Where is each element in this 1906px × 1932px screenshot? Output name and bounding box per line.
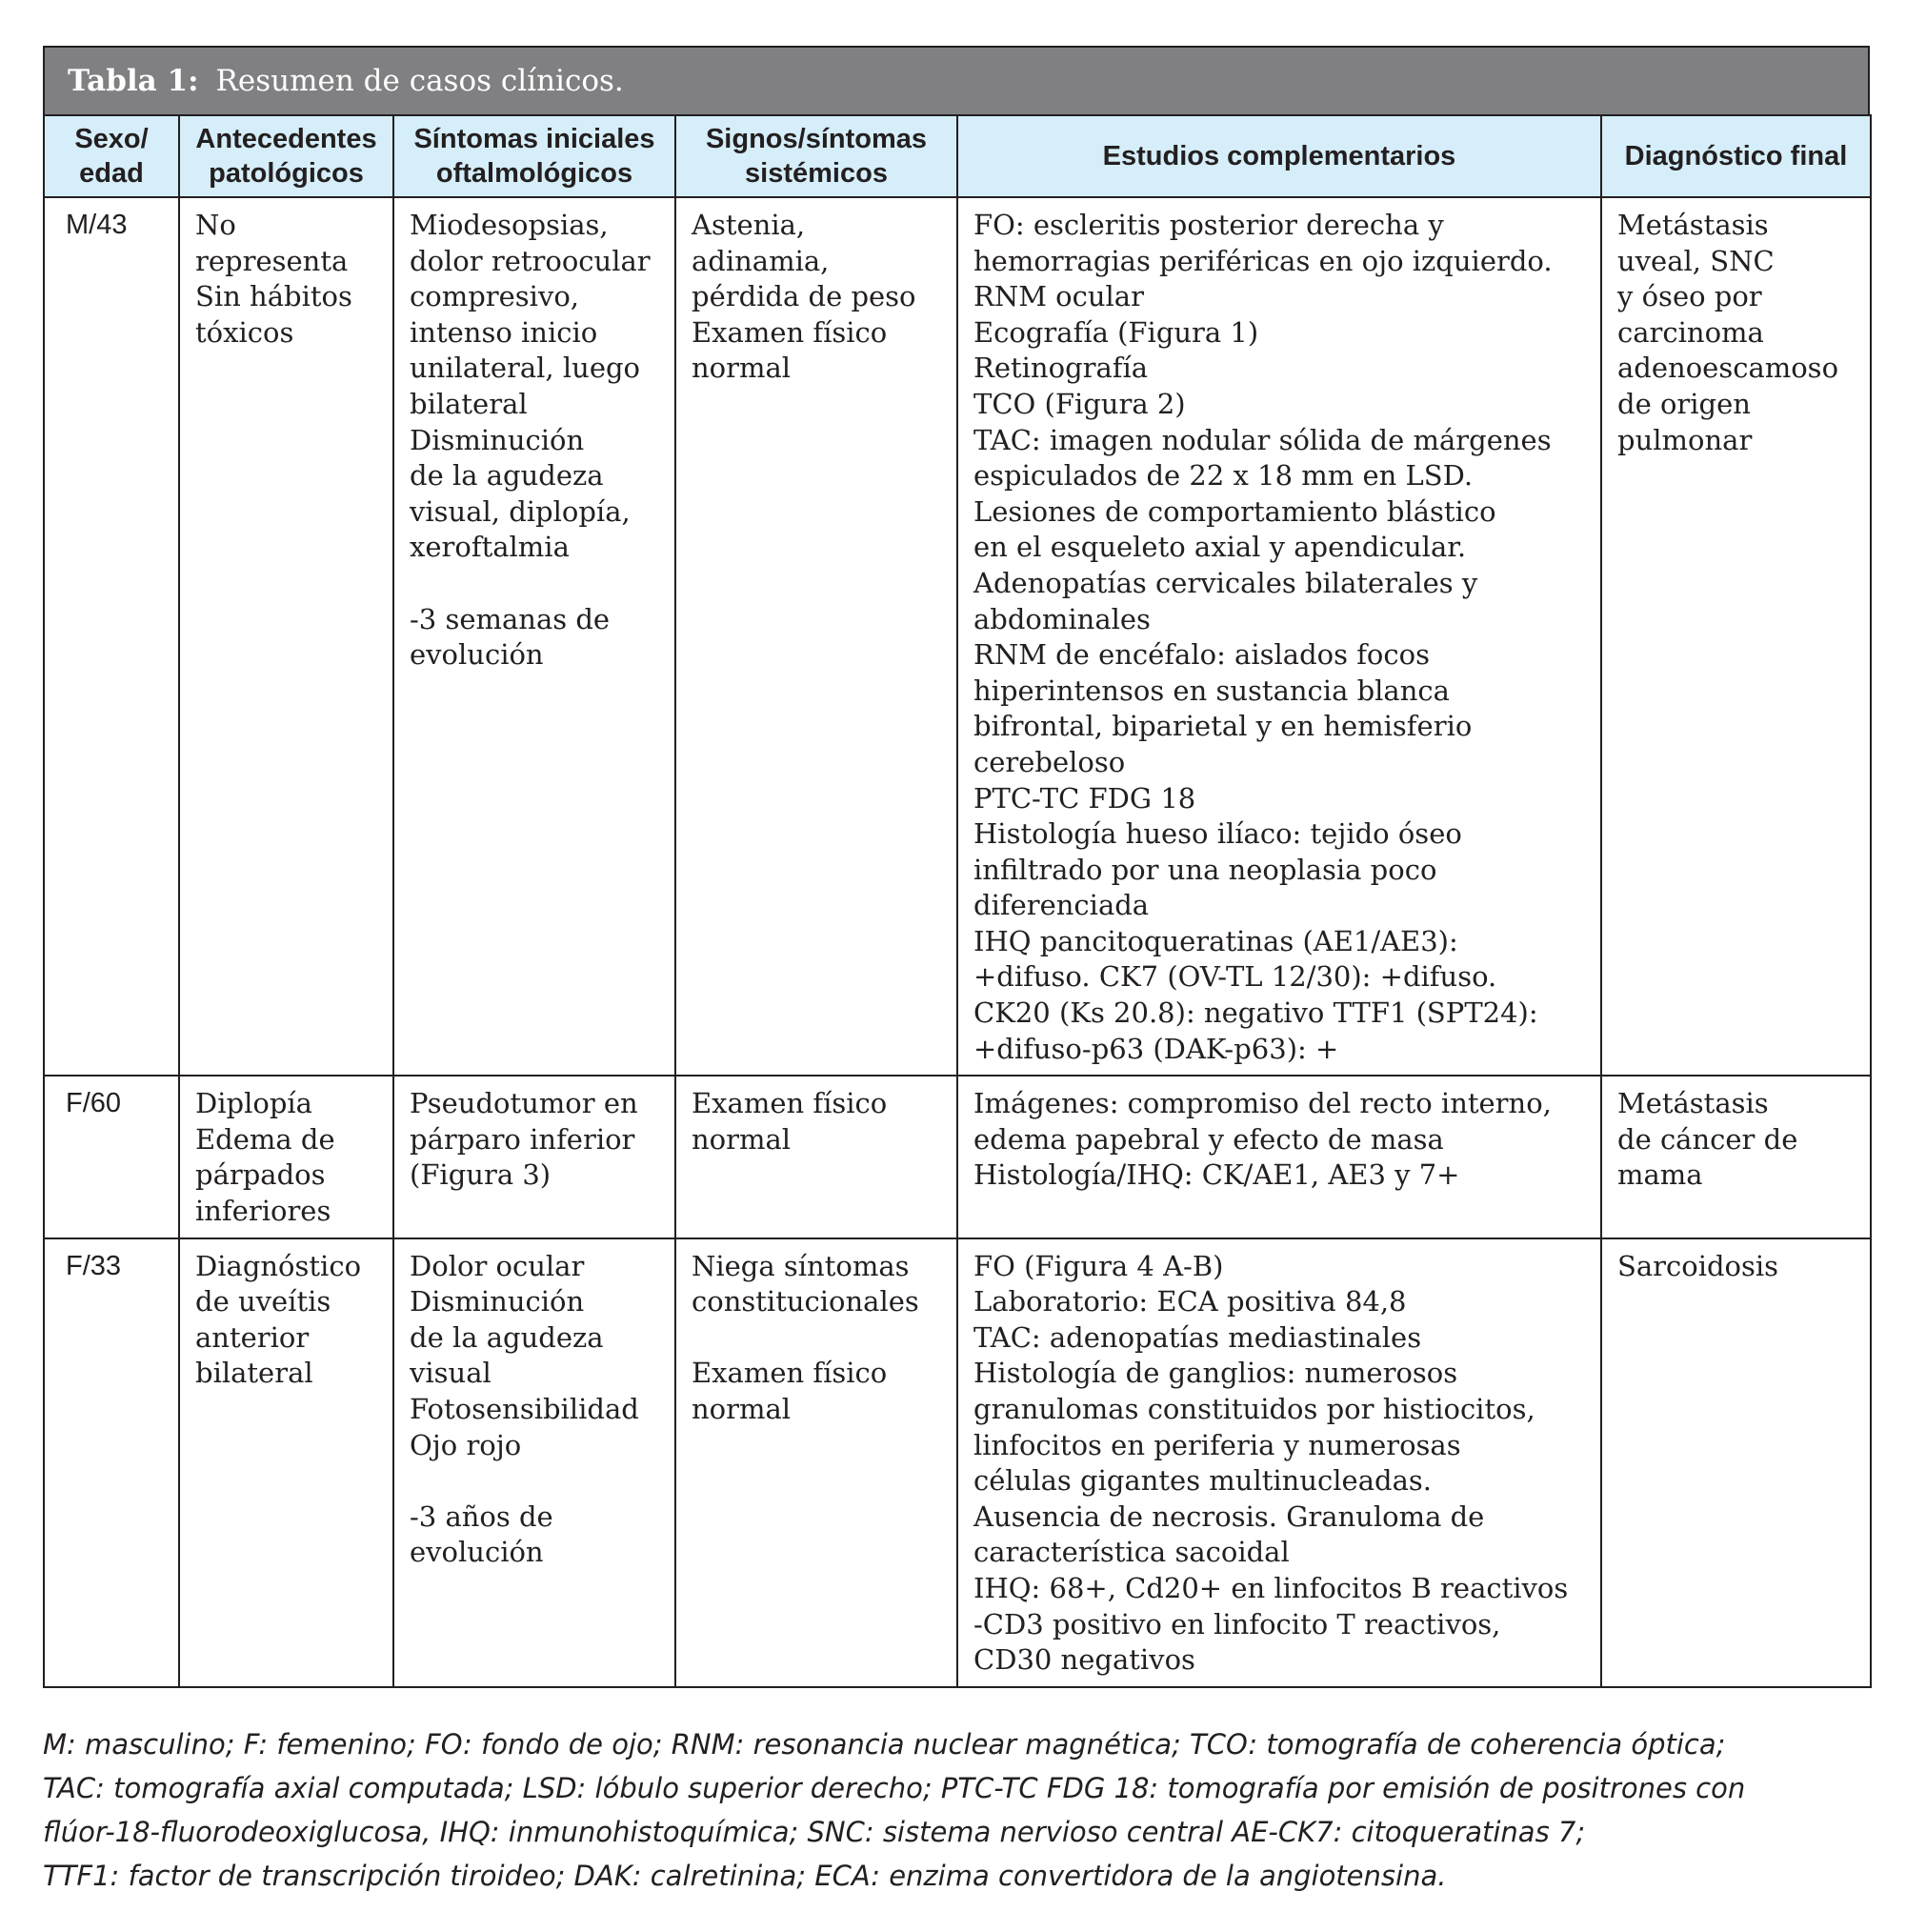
cell-diagnostico (1601, 1076, 1871, 1238)
cell-line: No (195, 209, 236, 241)
cell-line: Examen físico (692, 1087, 888, 1120)
cell-line: Histología/IHQ: CK/AE1, AE3 y 7+ (973, 1158, 1460, 1192)
cell-line: evolución (410, 638, 544, 672)
cell-line: Niega síntomas (692, 1249, 910, 1282)
cell-signos (675, 197, 957, 1076)
header-sintomas (393, 115, 675, 197)
cell-line: espiculados de 22 x 18 mm en LSD. (973, 459, 1474, 493)
cell-line: Astenia, (692, 209, 806, 241)
cell-line: hiperintensos en sustancia blanca (973, 674, 1450, 707)
cell-line: linfocitos en periferia y numerosas (973, 1428, 1461, 1461)
header-estudios (957, 115, 1601, 197)
cell-line: Metástasis (1617, 1087, 1769, 1120)
cell-line: (Figura 3) (410, 1158, 552, 1192)
cell-line: mama (1617, 1158, 1703, 1192)
cell-line: Metástasis (1617, 209, 1769, 241)
header-row (44, 115, 1871, 197)
cell-line: F/33 (66, 1250, 122, 1281)
footnote-line: TTF1: factor de transcripción tiroideo; DAK: calretinina; ECA: enzima convertidora de la angiotensina. (43, 1860, 1447, 1892)
cell-line: Fotosensibilidad (410, 1393, 639, 1425)
cell-line: células gigantes multinucleadas. (973, 1464, 1432, 1498)
cell-line: Ausencia de necrosis. Granuloma de (973, 1499, 1485, 1533)
cell-line: FO: escleritis posterior derecha y (973, 209, 1444, 241)
cell-line: párpados (195, 1158, 326, 1192)
cell-line: pulmonar (1617, 423, 1753, 456)
cell-line: Miodesopsias, (410, 209, 609, 241)
table-title-text: Resumen de casos clínicos. (215, 64, 624, 98)
header-diagnostico (1601, 115, 1871, 197)
cell-line: intenso inicio (410, 315, 598, 349)
header-antecedentes (179, 115, 393, 197)
cell-line: granulomas constituidos por histiocitos, (973, 1393, 1535, 1425)
header-sexo-edad (44, 115, 179, 197)
cell-line: característica sacoidal (973, 1536, 1290, 1569)
cell-line: uveal, SNC (1617, 244, 1775, 277)
cell-sintomas (393, 1076, 675, 1238)
cell-line: representa (195, 244, 349, 277)
cell-line: Diagnóstico (195, 1249, 362, 1282)
cell-line: TAC: adenopatías mediastinales (973, 1320, 1422, 1354)
cell-antecedentes (179, 1076, 393, 1238)
header-line: Antecedentes (195, 124, 377, 154)
cell-signos (675, 1076, 957, 1238)
cell-line: adinamia, (692, 244, 830, 277)
cell-line: Disminución (410, 423, 585, 456)
footnote-line: M: masculino; F: femenino; FO: fondo de ojo; RNM: resonancia nuclear magnética; TCO: tomografía de coherencia óptica; (43, 1728, 1726, 1761)
cell-line: -3 semanas de (410, 602, 611, 635)
cell-line: Lesiones de comportamiento blástico (973, 494, 1496, 528)
cell-line: en el esqueleto axial y apendicular. (973, 531, 1467, 564)
cell-line: infiltrado por una neoplasia poco (973, 853, 1437, 886)
cell-line: diferenciada (973, 889, 1150, 922)
table-row (44, 1076, 1871, 1238)
table-title-label: Tabla 1: (68, 64, 199, 98)
header-line: Estudios complementarios (1102, 141, 1456, 171)
cell-line: de uveítis (195, 1285, 331, 1318)
cell-line: y óseo por (1617, 280, 1762, 313)
header-line: Diagnóstico final (1624, 141, 1848, 171)
cell-line: Imágenes: compromiso del recto interno, (973, 1087, 1552, 1120)
cell-line: TAC: imagen nodular sólida de márgenes (973, 423, 1552, 456)
cases-table (43, 114, 1872, 1688)
cell-line: de la agudeza (410, 1320, 604, 1354)
cell-line: constitucionales (692, 1285, 919, 1318)
cell-line: Histología hueso ilíaco: tejido óseo (973, 817, 1462, 851)
cell-estudios (957, 1076, 1601, 1238)
cell-line: Ojo rojo (410, 1428, 522, 1461)
header-line: oftalmológicos (435, 158, 633, 189)
header-line: edad (79, 158, 144, 189)
cell-line: unilateral, luego (410, 352, 641, 385)
footnote-line: flúor-18-fluorodeoxiglucosa, IHQ: inmunohistoquímica; SNC: sistema nervioso central AE-CK7: citoqueratinas 7; (43, 1816, 1586, 1848)
cell-line: pérdida de peso (692, 280, 916, 313)
cell-diagnostico (1601, 197, 1871, 1076)
cell-line: normal (692, 1393, 792, 1425)
cell-sexo-edad (44, 197, 179, 1076)
cell-line: bifrontal, biparietal y en hemisferio (973, 710, 1473, 743)
cell-line: Dolor ocular (410, 1249, 585, 1282)
cell-line: +difuso. CK7 (OV-TL 12/30): +difuso. (973, 960, 1497, 994)
cell-sintomas (393, 197, 675, 1076)
table-footnote (43, 1722, 1870, 1898)
cell-line: -3 años de (410, 1499, 553, 1533)
cell-line: FO (Figura 4 A-B) (973, 1249, 1224, 1282)
header-line: Sexo/ (74, 124, 149, 154)
cell-line: M/43 (66, 210, 128, 240)
cell-line: Examen físico (692, 1357, 888, 1390)
cell-line: párparo inferior (410, 1122, 635, 1156)
header-signos (675, 115, 957, 197)
cell-line: Retinografía (973, 352, 1149, 385)
cell-line: CK20 (Ks 20.8): negativo TTF1 (SPT24): (973, 996, 1538, 1030)
cell-line: carcinoma (1617, 315, 1764, 349)
cell-line: bilateral (195, 1357, 313, 1390)
header-line: Síntomas iniciales (413, 124, 655, 154)
cell-line: anterior (195, 1320, 310, 1354)
cell-diagnostico (1601, 1238, 1871, 1687)
cell-line: adenoescamoso (1617, 352, 1839, 385)
cell-signos (675, 1238, 957, 1687)
cell-line (410, 566, 661, 602)
cell-line: xeroftalmia (410, 531, 570, 564)
cell-sintomas (393, 1238, 675, 1687)
cell-line: Ecografía (Figura 1) (973, 315, 1259, 349)
cell-line (410, 1463, 661, 1499)
cell-antecedentes (179, 197, 393, 1076)
cell-line: Laboratorio: ECA positiva 84,8 (973, 1285, 1407, 1318)
cell-line: edema papebral y efecto de masa (973, 1122, 1444, 1156)
cell-line: abdominales (973, 602, 1151, 635)
cell-line: Sarcoidosis (1617, 1249, 1779, 1282)
cell-line: de la agudeza (410, 459, 604, 493)
cell-line: Edema de (195, 1122, 335, 1156)
cell-line: Examen físico (692, 315, 888, 349)
cell-line: visual (410, 1357, 492, 1390)
cell-line: cerebeloso (973, 745, 1126, 778)
table-body (44, 197, 1871, 1687)
cell-sexo-edad (44, 1076, 179, 1238)
cell-line: normal (692, 352, 792, 385)
cell-line: de cáncer de (1617, 1122, 1798, 1156)
cell-estudios (957, 197, 1601, 1076)
cell-line: evolución (410, 1536, 544, 1569)
cell-line: F/60 (66, 1088, 122, 1119)
cell-line: compresivo, (410, 280, 580, 313)
header-line: Signos/síntomas (705, 124, 928, 154)
table-row (44, 197, 1871, 1076)
cell-line: hemorragias periféricas en ojo izquierdo. (973, 244, 1553, 277)
cell-line: TCO (Figura 2) (973, 387, 1186, 420)
cell-line: de origen (1617, 387, 1751, 420)
cell-line: Diplopía (195, 1087, 312, 1120)
cell-line: +difuso-p63 (DAK-p63): + (973, 1032, 1339, 1065)
cell-line: Disminución (410, 1285, 585, 1318)
cell-line: inferiores (195, 1195, 331, 1228)
cell-line (692, 1320, 943, 1357)
cell-antecedentes (179, 1238, 393, 1687)
cell-line: normal (692, 1122, 792, 1156)
cell-line: Adenopatías cervicales bilaterales y (973, 566, 1478, 599)
cell-line: CD30 negativos (973, 1643, 1195, 1677)
cell-line: Histología de ganglios: numerosos (973, 1357, 1458, 1390)
cell-line: -CD3 positivo en linfocito T reactivos, (973, 1607, 1501, 1640)
cell-line: tóxicos (195, 315, 294, 349)
clinical-cases-table (43, 46, 1870, 1688)
cell-line: PTC-TC FDG 18 (973, 781, 1196, 815)
table-row (44, 1238, 1871, 1687)
header-line: sistémicos (745, 158, 888, 189)
cell-line: visual, diplopía, (410, 494, 631, 528)
cell-line: IHQ pancitoqueratinas (AE1/AE3): (973, 924, 1458, 957)
cell-line: bilateral (410, 387, 528, 420)
cell-line: Pseudotumor en (410, 1087, 638, 1120)
header-line: patológicos (209, 158, 364, 189)
cell-line: RNM ocular (973, 280, 1144, 313)
cell-estudios (957, 1238, 1601, 1687)
cell-line: IHQ: 68+, Cd20+ en linfocitos B reactivos (973, 1571, 1569, 1604)
cell-sexo-edad (44, 1238, 179, 1687)
cell-line: Sin hábitos (195, 280, 352, 313)
cell-line: dolor retroocular (410, 244, 651, 277)
table-title-bar (43, 46, 1870, 114)
cell-line: RNM de encéfalo: aislados focos (973, 638, 1430, 672)
footnote-line: TAC: tomografía axial computada; LSD: lóbulo superior derecho; PTC-TC FDG 18: tomografía por emisión de positrones con (43, 1772, 1746, 1804)
